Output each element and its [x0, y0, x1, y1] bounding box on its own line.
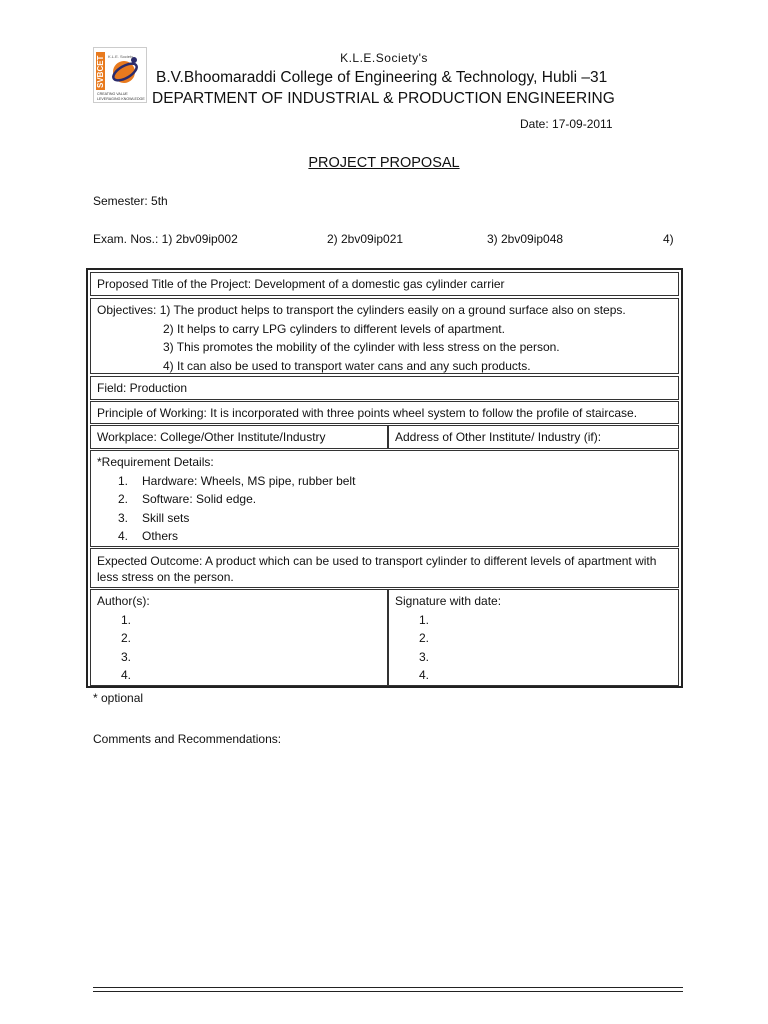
footer-divider — [93, 991, 683, 992]
list-item — [118, 490, 672, 509]
author-3: 3. — [121, 649, 132, 664]
list-number: 1. — [118, 473, 129, 488]
signature-1: 1. — [419, 612, 430, 627]
objectives-row — [90, 298, 679, 374]
list-number: 4. — [118, 529, 129, 543]
principle-of-working: Principle of Working: It is incorporated with three points wheel system to follow the profile of staircase. — [97, 406, 638, 420]
semester: Semester: 5th — [93, 194, 168, 208]
proposed-title-row — [90, 272, 679, 296]
requirements-heading: *Requirement Details: — [97, 455, 214, 469]
page-title — [0, 155, 768, 171]
expected-outcome-row — [90, 548, 679, 588]
proposed-title: Proposed Title of the Project: Development of a domestic gas cylinder carrier — [97, 277, 505, 291]
svg-text:CREATING VALUE: CREATING VALUE — [97, 92, 128, 96]
page-title-text: PROJECT PROPOSAL — [308, 155, 460, 171]
author-1: 1. — [121, 612, 132, 627]
svg-text:LEVERAGING KNOWLEDGE: LEVERAGING KNOWLEDGE — [97, 97, 145, 101]
signature-2: 2. — [419, 631, 430, 645]
authors-heading: Author(s): — [97, 594, 150, 608]
field: Field: Production — [97, 381, 188, 395]
exam-no-1: Exam. Nos.: 1) 2bv09ip002 — [93, 232, 238, 246]
proposal-form — [86, 268, 683, 688]
footer-divider — [93, 987, 683, 988]
list-item — [118, 472, 672, 491]
college-name: B.V.Bhoomaraddi College of Engineering & Technology, Hubli –31 — [156, 69, 608, 86]
svg-text:K.L.E. Society: K.L.E. Society — [108, 54, 134, 59]
signature-4: 4. — [419, 668, 430, 682]
requirements-list — [97, 472, 672, 546]
workplace: Workplace: College/Other Institute/Industry — [97, 430, 326, 444]
comments-heading: Comments and Recommendations: — [93, 732, 282, 746]
requirements-row — [90, 450, 679, 547]
author-4: 4. — [121, 668, 132, 682]
exam-no-4: 4) — [663, 232, 674, 246]
list-number: 2. — [118, 492, 129, 506]
list-item — [118, 509, 672, 528]
svg-text:SVBCET: SVBCET — [96, 55, 105, 88]
address-of-institute: Address of Other Institute/ Industry (if): — [395, 430, 602, 444]
exam-no-3: 3) 2bv09ip048 — [487, 232, 564, 246]
document-date: Date: 17-09-2011 — [520, 117, 613, 131]
requirement-text: Others — [142, 529, 179, 543]
address-cell — [388, 425, 679, 449]
department-name: DEPARTMENT OF INDUSTRIAL & PRODUCTION ENGINEERING — [152, 90, 615, 107]
society-name: K.L.E.Society's — [340, 51, 428, 65]
requirement-text: Skill sets — [142, 510, 190, 525]
objective-3: 3) This promotes the mobility of the cylinder with less stress on the person. — [163, 340, 560, 354]
objective-4: 4) It can also be used to transport water cans and any such products. — [163, 358, 531, 373]
optional-note: * optional — [93, 691, 144, 705]
list-number: 3. — [118, 510, 129, 525]
requirement-text: Hardware: Wheels, MS pipe, rubber belt — [142, 473, 356, 488]
list-item — [118, 527, 672, 546]
author-2: 2. — [121, 631, 132, 645]
exam-no-2: 2) 2bv09ip021 — [327, 232, 404, 246]
workplace-cell — [90, 425, 388, 449]
authors-cell — [90, 589, 388, 686]
objective-1: Objectives: 1) The product helps to transport the cylinders easily on a ground surface also on steps. — [97, 303, 626, 317]
principle-row — [90, 401, 679, 424]
signature-3: 3. — [419, 649, 430, 664]
signature-heading: Signature with date: — [395, 594, 502, 608]
signature-cell — [388, 589, 679, 686]
field-row — [90, 376, 679, 400]
requirement-text: Software: Solid edge. — [142, 492, 257, 506]
expected-outcome: Expected Outcome: A product which can be used to transport cylinder to different levels of apartment with less stress on the person. — [97, 554, 657, 584]
objective-2: 2) It helps to carry LPG cylinders to different levels of apartment. — [163, 321, 505, 336]
